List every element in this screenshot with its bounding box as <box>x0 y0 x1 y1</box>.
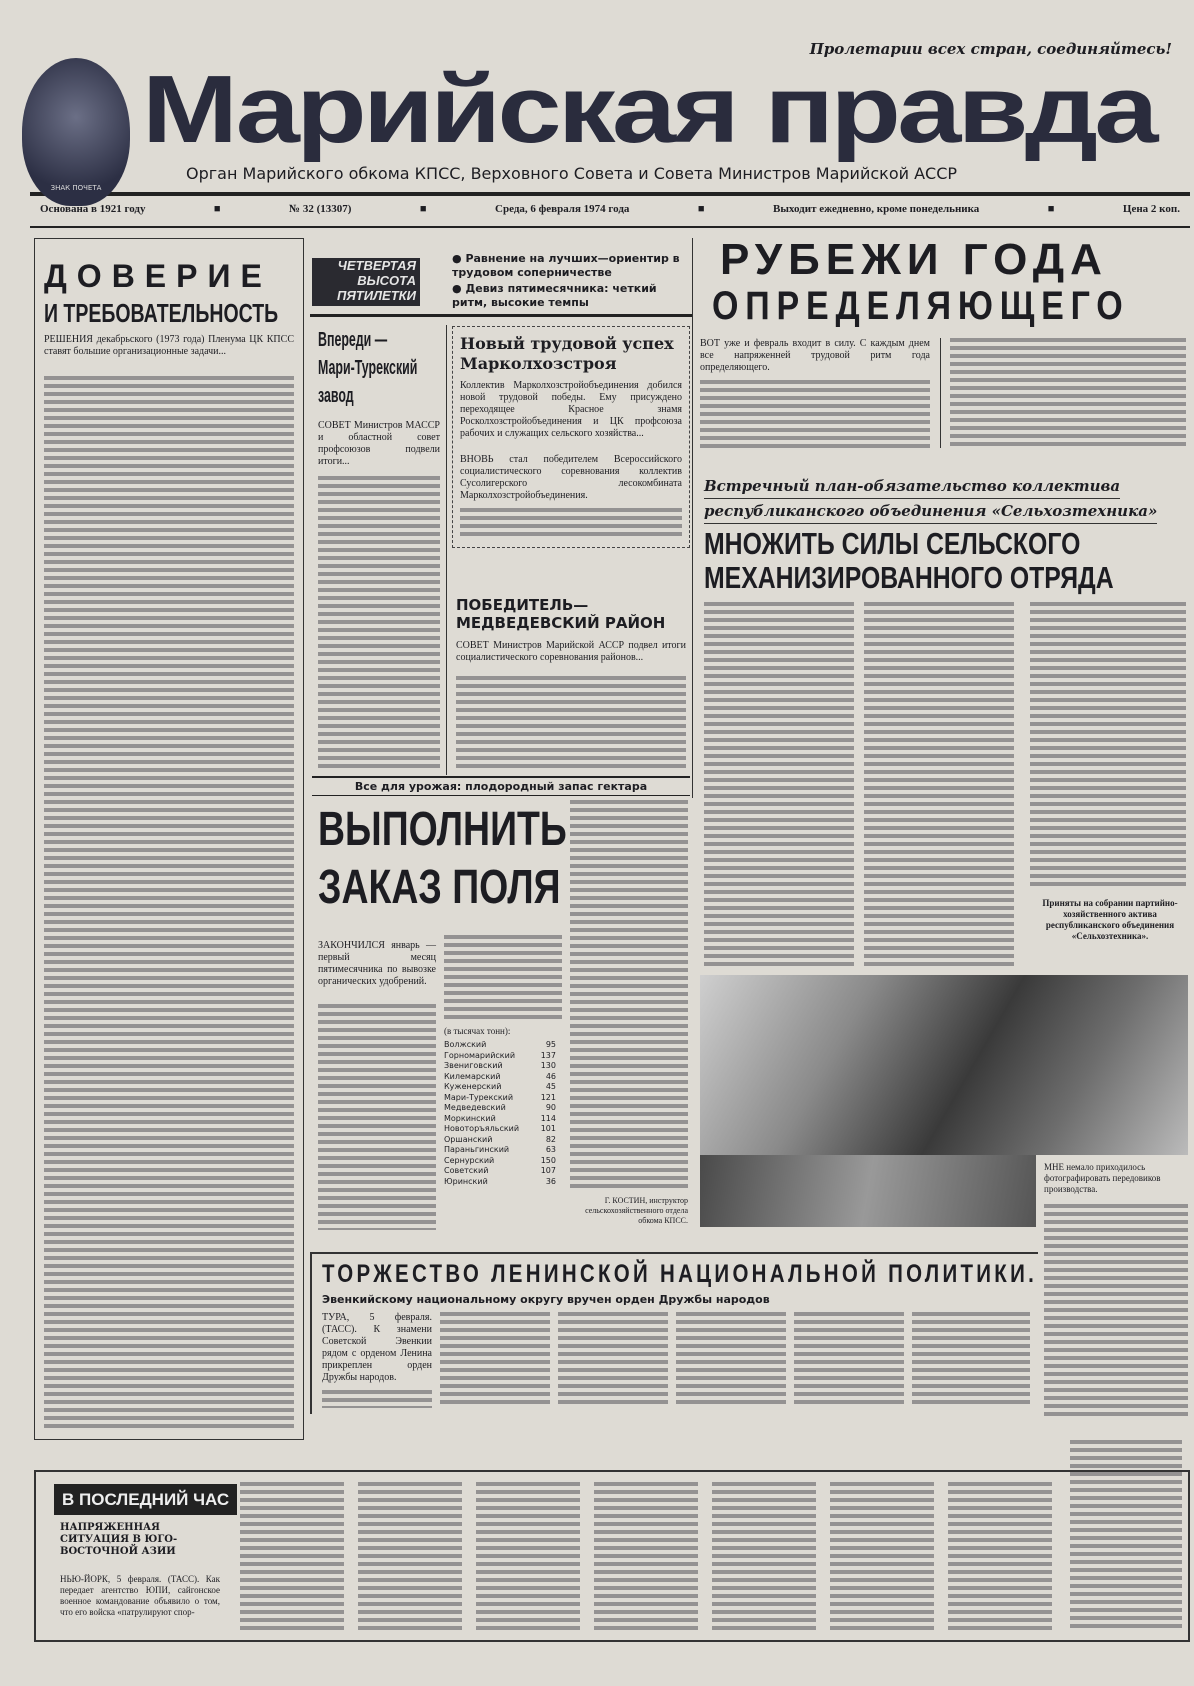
district-value: 130 <box>540 1061 556 1070</box>
rubezhi-lead: ВОТ уже и февраль входит в силу. С каждым днем все напряженней трудовой ритм года определяющего. <box>700 338 930 373</box>
table-row <box>444 1124 556 1135</box>
table-row <box>444 1145 556 1156</box>
title-line: Мари-Турекский <box>318 357 418 379</box>
harvest-title-1: ВЫПОЛНИТЬ <box>318 803 567 856</box>
rubric-bullets <box>452 252 688 310</box>
rubezhi-title-1: РУБЕЖИ ГОДА <box>720 235 1108 284</box>
district-name: Горномарийский <box>444 1050 516 1060</box>
markolhoz-title: Новый трудовой успех Марколхозстроя <box>460 334 674 373</box>
medvedevo-lead: СОВЕТ Министров Марийской АССР подвел итоги социалистического соревнования районов... <box>456 640 686 663</box>
table-row <box>444 1082 556 1093</box>
rubezhi-body-2 <box>950 338 1186 450</box>
table-row <box>444 1051 556 1062</box>
harvest-table <box>444 1040 556 1187</box>
district-name: Юринский <box>444 1176 488 1186</box>
newspaper-subtitle: Орган Марийского обкома КПСС, Верховного Совета и Совета Министров Марийской АССР <box>186 164 958 183</box>
founded: Основана в 1921 году <box>40 203 146 215</box>
last-hour-body-3 <box>358 1482 462 1632</box>
issue-number: № 32 (13307) <box>289 203 352 215</box>
column-rule <box>940 338 941 448</box>
district-value: 114 <box>540 1113 556 1123</box>
torzhestvo-body-1 <box>322 1390 432 1408</box>
issue-date: Среда, 6 февраля 1974 года <box>495 203 630 215</box>
newspaper-title: Марийская правда <box>142 56 1155 163</box>
harvest-body-col2a <box>444 935 562 1023</box>
district-value: 107 <box>540 1166 556 1175</box>
last-hour-label: В ПОСЛЕДНИЙ ЧАС <box>54 1484 237 1515</box>
harvest-signature: Г. КОСТИН, инструктор сельскохозяйственного отдела обкома КПСС. <box>585 1196 688 1225</box>
district-name: Куженерский <box>444 1082 502 1091</box>
district-name: Моркинский <box>444 1113 496 1123</box>
table-row <box>444 1093 556 1104</box>
markolhoz-lead-2: ВНОВЬ стал победителем Всероссийского социалистического соревнования коллектив Сусолигерского лесокомбината Марколхозстройобъединения. <box>460 454 682 501</box>
rubezhi-body-1 <box>700 380 930 452</box>
bullet-1: ● Равнение на лучших—ориентир в трудовом соперничестве <box>452 252 680 279</box>
table-row <box>444 1061 556 1072</box>
title-line: завод <box>318 385 354 407</box>
rubezhi-title-2: ОПРЕДЕЛЯЮЩЕГО <box>712 284 1130 328</box>
side-note-lead: МНЕ немало приходилось фотографировать передовиков производства. <box>1044 1162 1161 1194</box>
district-value: 46 <box>545 1071 556 1081</box>
kicker-line: Встречный план-обязательство коллектива <box>704 474 1120 499</box>
table-row <box>444 1135 556 1146</box>
left-article-body <box>44 376 294 1432</box>
district-value: 45 <box>545 1082 556 1091</box>
mari-turek-body <box>318 476 440 770</box>
emblem-text: ЗНАК ПОЧЕТА <box>50 184 102 192</box>
order-emblem <box>22 58 130 206</box>
left-article-title-1: ДОВЕРИЕ <box>44 258 272 294</box>
district-value: 63 <box>545 1145 556 1154</box>
left-article-lead: РЕШЕНИЯ декабрьского (1973 года) Пленума ЦК КПСС ставят большие организационные задачи... <box>44 334 294 357</box>
rubric-rule <box>310 314 692 317</box>
district-name: Параньгинский <box>444 1145 510 1154</box>
title-line: Впереди — <box>318 329 388 351</box>
medvedevo-body <box>456 676 686 770</box>
torzhestvo-lead: ТУРА, 5 февраля. (ТАСС). К знамени Советской Эвенкии рядом с орденом Ленина прикреплен орден Дружбы народов. <box>322 1312 432 1383</box>
harvest-body-col1 <box>318 1004 436 1230</box>
selhoz-body-col1 <box>704 602 854 970</box>
mari-turek-lead: СОВЕТ Министров МАССР и областной совет профсоюзов подвели итоги... <box>318 420 440 467</box>
district-name: Новоторъяльский <box>444 1124 520 1133</box>
torzhestvo-body-5 <box>794 1312 904 1408</box>
last-hour-headline: НАПРЯЖЕННАЯ СИТУАЦИЯ В ЮГО-ВОСТОЧНОЙ АЗИИ <box>60 1522 178 1557</box>
slogan: Пролетарии всех стран, соединяйтесь! <box>809 40 1172 58</box>
rubric-badge <box>312 258 420 306</box>
news-photo-lower <box>700 1155 1036 1227</box>
rubric-line-1: ЧЕТВЕРТАЯ <box>337 258 416 273</box>
district-name: Оршанский <box>444 1134 493 1144</box>
district-name: Волжский <box>444 1040 487 1049</box>
mari-turek-title <box>318 326 417 410</box>
column-rule <box>692 238 693 798</box>
torzhestvo-body-4 <box>676 1312 786 1408</box>
table-row <box>444 1166 556 1177</box>
last-hour-body-8 <box>948 1482 1052 1632</box>
table-row <box>444 1103 556 1114</box>
district-value: 121 <box>540 1092 556 1102</box>
last-hour-body-7 <box>830 1482 934 1632</box>
last-hour-body-6 <box>712 1482 816 1632</box>
issue-info-bar: Основана в 1921 году ■ № 32 (13307) ■ Среда, 6 февраля 1974 года ■ Выходит ежедневно, кроме понедельника ■ Цена 2 коп. <box>40 203 1180 215</box>
selhoz-body-col2 <box>864 602 1014 970</box>
table-row <box>444 1040 556 1051</box>
column-rule <box>446 325 447 775</box>
masthead-rule-bottom <box>30 226 1190 228</box>
rubric-line-2: ВЫСОТА <box>357 273 416 288</box>
last-hour-lead: НЬЮ-ЙОРК, 5 февраля. (ТАСС). Как передает агентство ЮПИ, сайгонское военное командование объявило о том, что его войска «патрулируют спор- <box>60 1574 220 1617</box>
torzhestvo-body-3 <box>558 1312 668 1408</box>
selhoz-signoff: Приняты на собрании партийно-хозяйственного актива республиканского объединения «Сельхозтехника». <box>1042 898 1178 941</box>
harvest-body-col3 <box>570 800 688 1188</box>
table-row <box>444 1177 556 1188</box>
markolhoz-body <box>460 508 682 540</box>
torzhestvo-title: ТОРЖЕСТВО ЛЕНИНСКОЙ НАЦИОНАЛЬНОЙ ПОЛИТИКИ. <box>322 1260 1038 1288</box>
harvest-banner: Все для урожая: плодородный запас гектара <box>312 776 690 796</box>
medvedevo-title: ПОБЕДИТЕЛЬ— МЕДВЕДЕВСКИЙ РАЙОН <box>456 596 666 632</box>
torzhestvo-body-2 <box>440 1312 550 1408</box>
district-name: Медведевский <box>444 1103 506 1112</box>
district-value: 36 <box>545 1176 556 1186</box>
markolhoz-lead: Коллектив Марколхозстройобъединения добился новой трудовой победы. Ему присуждено переходящее Красное знамя Росколхозстройобъединения и ЦК профсоюза рабочих и служащих сельского хозяйства... <box>460 380 682 439</box>
kicker-line: республиканского объединения «Сельхозтехника» <box>704 499 1157 524</box>
selhoz-title-2: МЕХАНИЗИРОВАННОГО ОТРЯДА <box>704 560 1114 595</box>
district-value: 101 <box>540 1124 556 1133</box>
selhoz-title-1: МНОЖИТЬ СИЛЫ СЕЛЬСКОГО <box>704 526 1081 561</box>
harvest-title-2: ЗАКАЗ ПОЛЯ <box>318 861 561 914</box>
news-photo <box>700 975 1188 1155</box>
last-hour-body-2 <box>240 1482 344 1632</box>
district-name: Советский <box>444 1166 489 1175</box>
torzhestvo-subtitle: Эвенкийскому национальному округу вручен орден Дружбы народов <box>322 1293 770 1306</box>
district-value: 137 <box>540 1050 556 1060</box>
district-value: 150 <box>540 1155 556 1165</box>
harvest-table-intro: (в тысячах тонн): <box>444 1026 511 1036</box>
selhoz-kicker <box>704 474 1157 524</box>
district-value: 90 <box>545 1103 556 1112</box>
bullet-2: ● Девиз пятимесячника: четкий ритм, высокие темпы <box>452 282 657 309</box>
harvest-lead: ЗАКОНЧИЛСЯ январь — первый месяц пятимесячника по вывозке органических удобрений. <box>318 940 436 987</box>
district-name: Мари-Турекский <box>444 1092 514 1102</box>
side-note-body <box>1044 1204 1188 1418</box>
district-name: Сернурский <box>444 1155 495 1165</box>
table-row <box>444 1156 556 1167</box>
masthead-rule <box>30 192 1190 196</box>
frequency: Выходит ежедневно, кроме понедельника <box>772 203 980 215</box>
left-article-title-2: И ТРЕБОВАТЕЛЬНОСТЬ <box>44 298 279 328</box>
price: Цена 2 коп. <box>1122 203 1180 215</box>
table-row <box>444 1072 556 1083</box>
torzhestvo-body-6 <box>912 1312 1030 1408</box>
rubric-line-3: ПЯТИЛЕТКИ <box>336 288 416 303</box>
district-name: Звениговский <box>444 1061 503 1070</box>
district-value: 95 <box>545 1040 556 1049</box>
side-note-body-2 <box>1070 1440 1182 1630</box>
selhoz-body-col3 <box>1030 602 1186 890</box>
district-value: 82 <box>545 1134 556 1144</box>
table-row <box>444 1114 556 1125</box>
district-name: Килемарский <box>444 1071 501 1081</box>
last-hour-body-4 <box>476 1482 580 1632</box>
last-hour-body-5 <box>594 1482 698 1632</box>
